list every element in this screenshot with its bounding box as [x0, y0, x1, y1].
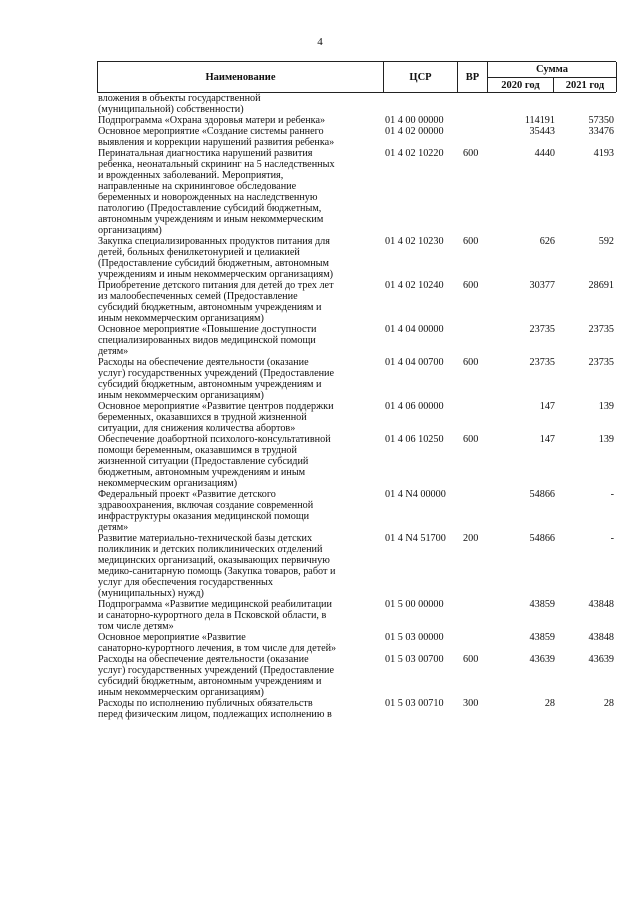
row-vr: 600 — [463, 654, 479, 665]
row-csr: 01 4 06 10250 — [385, 434, 444, 445]
row-vr: 600 — [463, 280, 479, 291]
row-name: Основное мероприятие «Повышение доступности специализированных видов медицинской помощи детям» — [98, 324, 317, 357]
table-body — [97, 93, 616, 720]
row-sum-2020: 4440 — [534, 148, 555, 159]
row-name: Основное мероприятие «Развитие санаторно-курортного лечения, в том числе для детей» — [98, 632, 337, 654]
table-row — [97, 236, 616, 280]
table-header — [97, 61, 616, 93]
header-year-2021: 2021 год — [554, 78, 617, 92]
table-row — [97, 401, 616, 434]
row-vr: 600 — [463, 148, 479, 159]
row-sum-2020: 43639 — [529, 654, 555, 665]
row-name: Расходы по исполнению публичных обязательств перед физическим лицом, подлежащих исполнению в — [98, 698, 332, 720]
header-csr: ЦСР — [384, 62, 458, 92]
row-sum-2020: 28 — [544, 698, 555, 709]
row-csr: 01 4 04 00700 — [385, 357, 444, 368]
table-row — [97, 632, 616, 654]
row-sum-2020: 23735 — [529, 324, 555, 335]
row-vr: 600 — [463, 236, 479, 247]
row-sum-2020: 54866 — [529, 489, 555, 500]
table-row — [97, 654, 616, 698]
row-sum-2021: 592 — [598, 236, 614, 247]
row-vr: 300 — [463, 698, 479, 709]
table-row — [97, 599, 616, 632]
row-sum-2020: 43859 — [529, 632, 555, 643]
table-row — [97, 126, 616, 148]
row-sum-2021: 28 — [603, 698, 614, 709]
row-sum-2020: 35443 — [529, 126, 555, 137]
table-row — [97, 434, 616, 489]
row-csr: 01 4 N4 51700 — [385, 533, 446, 544]
row-sum-2020: 30377 — [529, 280, 555, 291]
row-name: Расходы на обеспечение деятельности (оказание услуг) государственных учреждений (Предоставление субсидий бюджетным, автономным учреждениям и иным некоммерческим организациям) — [98, 654, 335, 698]
row-sum-2021: 43639 — [588, 654, 614, 665]
table-row — [97, 324, 616, 357]
row-csr: 01 4 00 00000 — [385, 115, 444, 126]
table-row — [97, 115, 616, 126]
row-sum-2021: 23735 — [588, 324, 614, 335]
row-sum-2020: 147 — [539, 401, 555, 412]
row-csr: 01 5 03 00700 — [385, 654, 444, 665]
table-row — [97, 489, 616, 533]
row-name: Подпрограмма «Развитие медицинской реабилитации и санаторно-курортного дела в Псковской области, в том числе детям» — [98, 599, 332, 632]
row-name: Закупка специализированных продуктов питания для детей, больных фенилкетонурией и целиакией (Предоставление субсидий бюджетным, автономным учреждениям и иным некоммерческим организациям) — [98, 236, 334, 280]
row-vr: 600 — [463, 434, 479, 445]
row-csr: 01 4 02 10240 — [385, 280, 444, 291]
header-vr: ВР — [458, 62, 488, 92]
row-csr: 01 5 03 00000 — [385, 632, 444, 643]
row-name: Приобретение детского питания для детей до трех лет из малообеспеченных семей (Предоставление субсидий бюджетным, автономным учреждениям и иным некоммерческим организациям) — [98, 280, 334, 324]
budget-table — [97, 61, 616, 720]
page-number: 4 — [317, 36, 323, 48]
row-sum-2021: 43848 — [588, 599, 614, 610]
row-csr: 01 4 04 00000 — [385, 324, 444, 335]
row-csr: 01 4 02 10220 — [385, 148, 444, 159]
table-row — [97, 698, 616, 720]
row-sum-2021: 139 — [598, 401, 614, 412]
row-csr: 01 4 02 00000 — [385, 126, 444, 137]
table-row — [97, 93, 616, 115]
row-name: Развитие материально-технической базы детских поликлиник и детских поликлинических отделений медицинских организаций, оказывающих первичную медико-санитарную помощь (Закупка товаров, работ и услуг для обеспечения государственных (муниципальных) нужд) — [98, 533, 336, 599]
table-row — [97, 357, 616, 401]
row-sum-2020: 43859 — [529, 599, 555, 610]
header-year-2020: 2020 год — [488, 78, 554, 92]
row-sum-2021: - — [610, 533, 614, 544]
row-vr: 600 — [463, 357, 479, 368]
row-sum-2021: 33476 — [588, 126, 614, 137]
row-name: Расходы на обеспечение деятельности (оказание услуг) государственных учреждений (Предоставление субсидий бюджетным, автономным учреждениям и иным некоммерческим организациям) — [98, 357, 335, 401]
row-name: вложения в объекты государственной (муниципальной) собственности) — [98, 93, 261, 115]
row-sum-2021: 23735 — [588, 357, 614, 368]
row-csr: 01 4 N4 00000 — [385, 489, 446, 500]
row-csr: 01 4 02 10230 — [385, 236, 444, 247]
header-name: Наименование — [98, 62, 384, 92]
row-sum-2021: 28691 — [588, 280, 614, 291]
row-csr: 01 5 03 00710 — [385, 698, 444, 709]
row-sum-2020: 23735 — [529, 357, 555, 368]
row-name: Федеральный проект «Развитие детского здравоохранения, включая создание современной инфраструктуры оказания медицинской помощи детям» — [98, 489, 314, 533]
row-name: Основное мероприятие «Создание системы раннего выявления и коррекции нарушений развития ребенка» — [98, 126, 335, 148]
table-row — [97, 533, 616, 599]
row-csr: 01 5 00 00000 — [385, 599, 444, 610]
row-sum-2020: 626 — [539, 236, 555, 247]
row-sum-2021: 43848 — [588, 632, 614, 643]
row-sum-2020: 54866 — [529, 533, 555, 544]
row-sum-2021: 139 — [598, 434, 614, 445]
table-row — [97, 280, 616, 324]
row-name: Обеспечение доабортной психолого-консультативной помощи беременным, оказавшимся в трудной жизненной ситуации (Предоставление субсидий бюджетным, автономным учреждениям и иным некоммерческим организациям) — [98, 434, 331, 489]
row-name: Основное мероприятие «Развитие центров поддержки беременных, оказавшихся в трудной жизненной ситуации, для снижения количества абортов» — [98, 401, 334, 434]
table-row — [97, 148, 616, 236]
row-sum-2021: - — [610, 489, 614, 500]
row-sum-2021: 4193 — [593, 148, 614, 159]
row-vr: 200 — [463, 533, 479, 544]
row-name: Перинатальная диагностика нарушений развития ребенка, неонатальный скрининг на 5 наследственных и врожденных заболеваний. Мероприятия, направленные на скрининговое обследование беременных и новорожденных на наследственную патологию (Предоставление субсидий бюджетным, автономным учреждениям и иным некоммерческим организациям) — [98, 148, 335, 236]
row-csr: 01 4 06 00000 — [385, 401, 444, 412]
row-sum-2020: 147 — [539, 434, 555, 445]
row-sum-2020: 114191 — [524, 115, 555, 126]
header-sum: Сумма — [488, 62, 617, 78]
row-name: Подпрограмма «Охрана здоровья матери и ребенка» — [98, 115, 326, 126]
row-sum-2021: 57350 — [588, 115, 614, 126]
